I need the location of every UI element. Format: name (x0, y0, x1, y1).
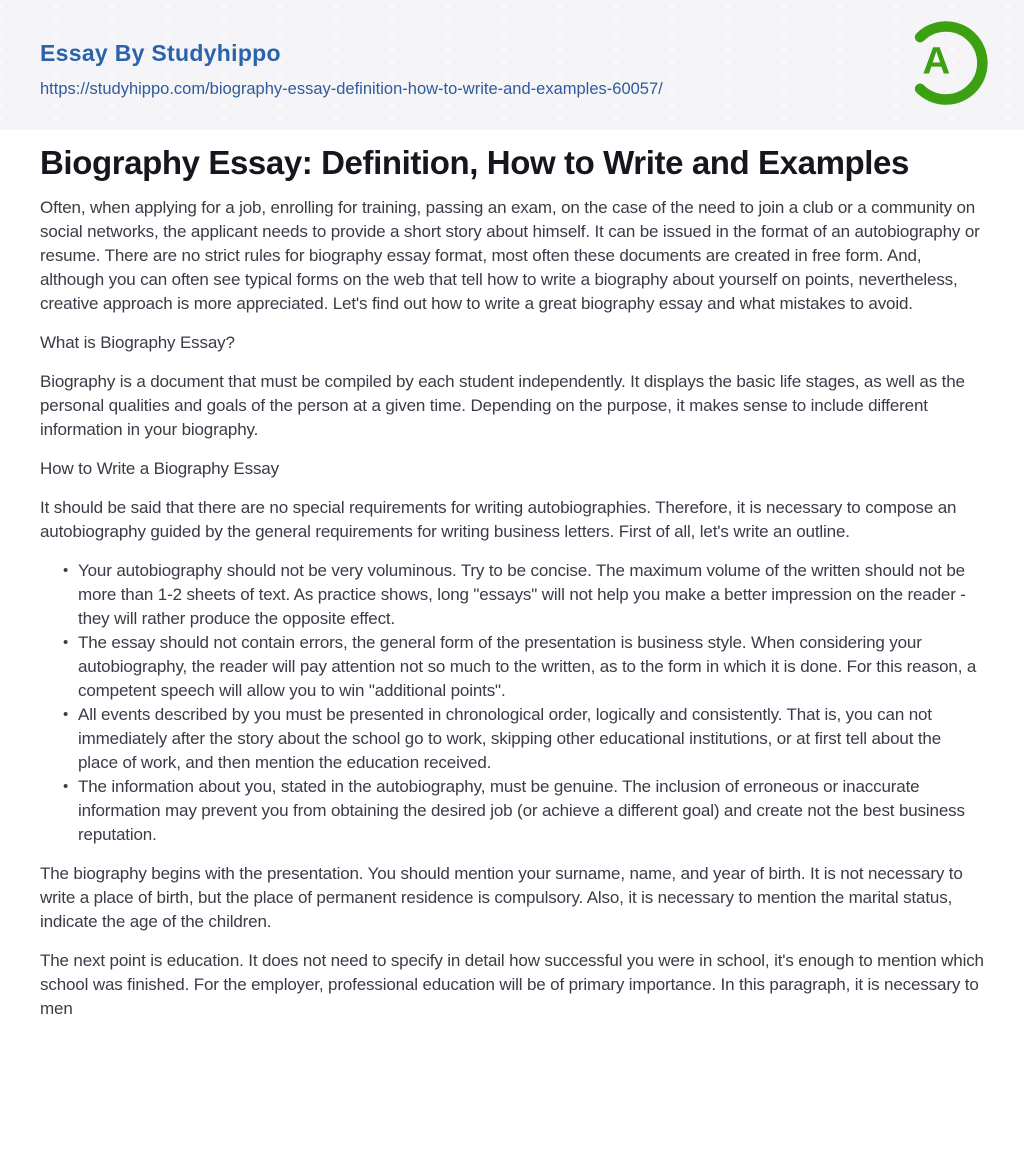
list-item-text: All events described by you must be presented in chronological order, logically and consistently. That is, you can not immediately after the story about the school go to work, skipping other educational institutions, or at first tell about the place of work, and then mention the education received. (78, 704, 942, 772)
presentation-paragraph: The biography begins with the presentation. You should mention your surname, name, and year of birth. It is not necessary to write a place of birth, but the place of permanent residence is compulsory. Also, it is necessary to mention the marital status, indicate the age of the children. (40, 863, 963, 931)
how-to-paragraph: It should be said that there are no special requirements for writing autobiographies. Therefore, it is necessary to compose an autobiography guided by the general requirements for writing business letters. First of all, let's write an outline. (40, 497, 957, 541)
site-title: Essay By Studyhippo (40, 40, 281, 66)
studyhippo-logo-icon (896, 15, 992, 111)
intro-paragraph: Often, when applying for a job, enrolling for training, passing an exam, on the case of the need to join a club or a community on social networks, the applicant needs to provide a short story about himself. It can be issued in the format of an autobiography or resume. There are no strict rules for biography essay format, most often these documents are created in free form. And, although you can often see typical forms on the web that tell how to write a biography about yourself on points, nevertheless, creative approach is more appreciated. Let's find out how to write a great biography essay and what mistakes to avoid. (40, 197, 980, 313)
bullet-icon: • (63, 705, 69, 723)
page-header (0, 0, 1024, 130)
list-item (40, 703, 984, 775)
bullet-icon: • (63, 777, 69, 795)
list-item-text: The essay should not contain errors, the general form of the presentation is business style. When considering your autobiography, the reader will pay attention not so much to the written, as to the form in which it is done. For this reason, a competent speech will allow you to win "additional points". (78, 632, 977, 700)
education-paragraph: The next point is education. It does not need to specify in detail how successful you were in school, it's enough to mention which school was finished. For the employer, professional education will be of primary importance. In this paragraph, it is necessary to men (40, 950, 984, 1018)
logo-letter: A (922, 39, 951, 83)
section-heading-what-is: What is Biography Essay? (40, 332, 235, 352)
list-item-text: The information about you, stated in the autobiography, must be genuine. The inclusion of erroneous or inaccurate information may prevent you from obtaining the desired job (or achieve a different goal) and create not the best business reputation. (78, 776, 965, 844)
essay-content (0, 146, 1024, 1021)
list-item (40, 775, 984, 847)
bullet-icon: • (63, 633, 69, 651)
section-heading-how-to-write: How to Write a Biography Essay (40, 458, 279, 478)
page-url: https://studyhippo.com/biography-essay-definition-how-to-write-and-examples-60057/ (40, 80, 663, 98)
essay-title: Biography Essay: Definition, How to Write and Examples (40, 144, 909, 181)
list-item-text: Your autobiography should not be very voluminous. Try to be concise. The maximum volume of the written should not be more than 1-2 sheets of text. As practice shows, long "essays" will not help you make a better impression on the reader - they will rather produce the opposite effect. (78, 560, 966, 628)
what-is-paragraph: Biography is a document that must be compiled by each student independently. It displays the basic life stages, as well as the personal qualities and goals of the person at a given time. Depending on the purpose, it makes sense to include different information in your biography. (40, 371, 965, 439)
list-item (40, 559, 984, 631)
outline-list (40, 559, 984, 847)
bullet-icon: • (63, 561, 69, 579)
list-item (40, 631, 984, 703)
